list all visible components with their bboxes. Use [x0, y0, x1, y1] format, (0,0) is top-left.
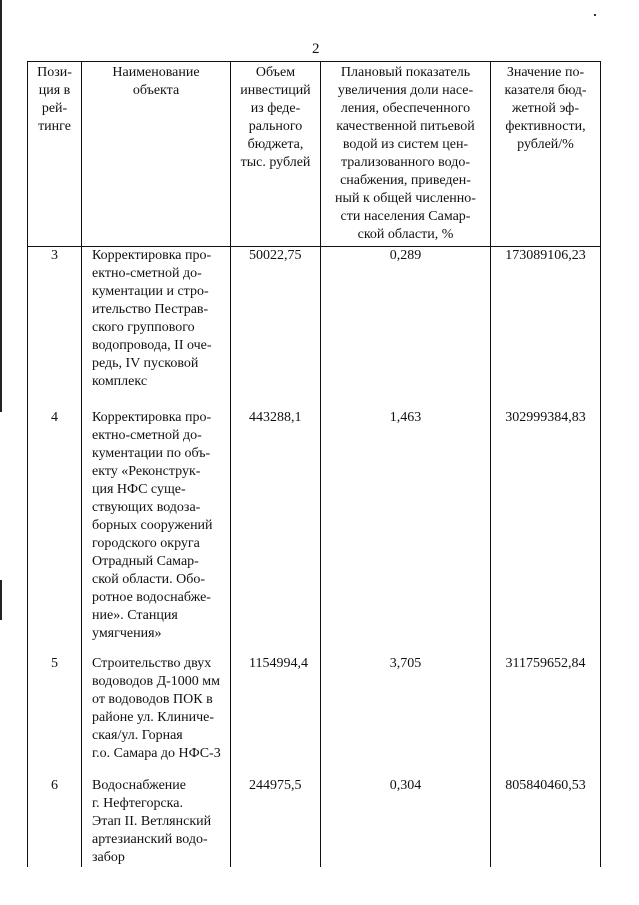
table-row — [28, 247, 601, 410]
text-line: Корректировка про- — [92, 410, 212, 425]
text-line: районе ул. Клиниче- — [92, 710, 215, 725]
cell-position: 4 — [28, 409, 82, 655]
scan-dot — [594, 14, 596, 16]
header-efficiency — [491, 62, 601, 247]
text-line: ствующих водоза- — [92, 500, 201, 515]
text-line: тинге — [38, 119, 71, 134]
cell-name — [82, 777, 231, 867]
text-line: комплекс — [92, 374, 148, 389]
cell-efficiency: 311759652,84 — [491, 655, 601, 777]
cell-name — [82, 655, 231, 777]
cell-investment: 50022,75 — [231, 247, 321, 410]
text-line: фективности, — [505, 119, 586, 134]
header-indicator — [321, 62, 491, 247]
text-line: Значение по- — [506, 65, 585, 80]
cell-investment: 1154994,4 — [231, 655, 321, 777]
text-line: екту «Реконструк- — [92, 464, 201, 479]
text-line: забор — [92, 850, 125, 865]
page-number: 2 — [312, 41, 320, 57]
text-line: Плановый показатель — [340, 65, 471, 80]
text-line: ектно-сметной до- — [92, 266, 202, 281]
text-line: рального — [248, 119, 303, 134]
text-line: Наименование — [112, 65, 200, 80]
text-line: Строительство двух — [92, 656, 212, 671]
text-line: Пози- — [37, 65, 72, 80]
cell-efficiency: 302999384,83 — [491, 409, 601, 655]
table-row — [28, 409, 601, 655]
text-line: водой из систем цен- — [342, 137, 469, 152]
text-line: Этап II. Ветлянский — [92, 814, 212, 829]
text-line: водопровода, II оче- — [92, 338, 212, 353]
cell-investment: 244975,5 — [231, 777, 321, 867]
table-header-row — [28, 62, 601, 247]
cell-position: 5 — [28, 655, 82, 777]
text-line: качественной питьевой — [336, 119, 475, 134]
text-line: умягчения» — [92, 626, 162, 641]
text-line: инвестиций — [240, 83, 311, 98]
cell-efficiency: 805840460,53 — [491, 777, 601, 867]
text-line: ротное водоснабже- — [92, 590, 211, 605]
cell-efficiency: 173089106,23 — [491, 247, 601, 410]
text-line: ская/ул. Горная — [92, 728, 183, 743]
cell-indicator: 1,463 — [321, 409, 491, 655]
text-line: тыс. рублей — [240, 155, 311, 170]
cell-indicator: 0,304 — [321, 777, 491, 867]
cell-indicator: 3,705 — [321, 655, 491, 777]
text-line: снабжения, приведен- — [340, 173, 471, 188]
text-line: ние». Станция — [92, 608, 178, 623]
text-line: Водоснабжение — [92, 778, 187, 793]
text-line: рей- — [41, 101, 68, 116]
scan-edge-mark — [0, 580, 2, 620]
text-line: рублей/% — [517, 137, 574, 152]
text-line: артезианский водо- — [92, 832, 208, 847]
text-line: увеличения доли насе- — [337, 83, 474, 98]
text-line: ектно-сметной до- — [92, 428, 202, 443]
text-line: Объем — [255, 65, 296, 80]
cell-name — [82, 409, 231, 655]
text-line: ского группового — [92, 320, 195, 335]
text-line: от водоводов ПОК в — [92, 692, 213, 707]
table-row — [28, 655, 601, 777]
cell-indicator: 0,289 — [321, 247, 491, 410]
text-line: борных сооружений — [92, 518, 213, 533]
text-line: Корректировка про- — [92, 248, 212, 263]
text-line: ция НФС суще- — [92, 482, 186, 497]
text-line: ция в — [38, 83, 71, 98]
cell-position: 6 — [28, 777, 82, 867]
text-line: ный к общей численно- — [335, 191, 476, 206]
text-line: сти населения Самар- — [340, 209, 471, 224]
text-line: объекта — [132, 83, 180, 98]
text-line: казателя бюд- — [504, 83, 587, 98]
text-line: трализованного водо- — [341, 155, 470, 170]
text-line: ления, обеспеченного — [340, 101, 471, 116]
cell-investment: 443288,1 — [231, 409, 321, 655]
text-line: из феде- — [250, 101, 301, 116]
header-name — [82, 62, 231, 247]
text-line: городского округа — [92, 536, 200, 551]
text-line: бюджета, — [247, 137, 304, 152]
text-line: Отрадный Самар- — [92, 554, 199, 569]
text-line: водоводов Д-1000 мм — [92, 674, 221, 689]
scan-edge-mark — [0, 0, 2, 412]
text-line: редь, IV пусковой — [92, 356, 199, 371]
text-line: г. Нефтегорска. — [92, 796, 183, 811]
text-line: ительство Пестрав- — [92, 302, 209, 317]
text-line: кументации и стро- — [92, 284, 209, 299]
text-line: кументации по объ- — [92, 446, 211, 461]
table-row — [28, 777, 601, 867]
header-investment — [231, 62, 321, 247]
text-line: жетной эф- — [512, 101, 579, 116]
text-line: ской области, % — [357, 227, 454, 242]
text-line: г.о. Самара до НФС-3 — [92, 746, 221, 761]
cell-name — [82, 247, 231, 410]
text-line: ской области. Обо- — [92, 572, 205, 587]
header-position — [28, 62, 82, 247]
rating-table — [27, 61, 601, 867]
cell-position: 3 — [28, 247, 82, 410]
